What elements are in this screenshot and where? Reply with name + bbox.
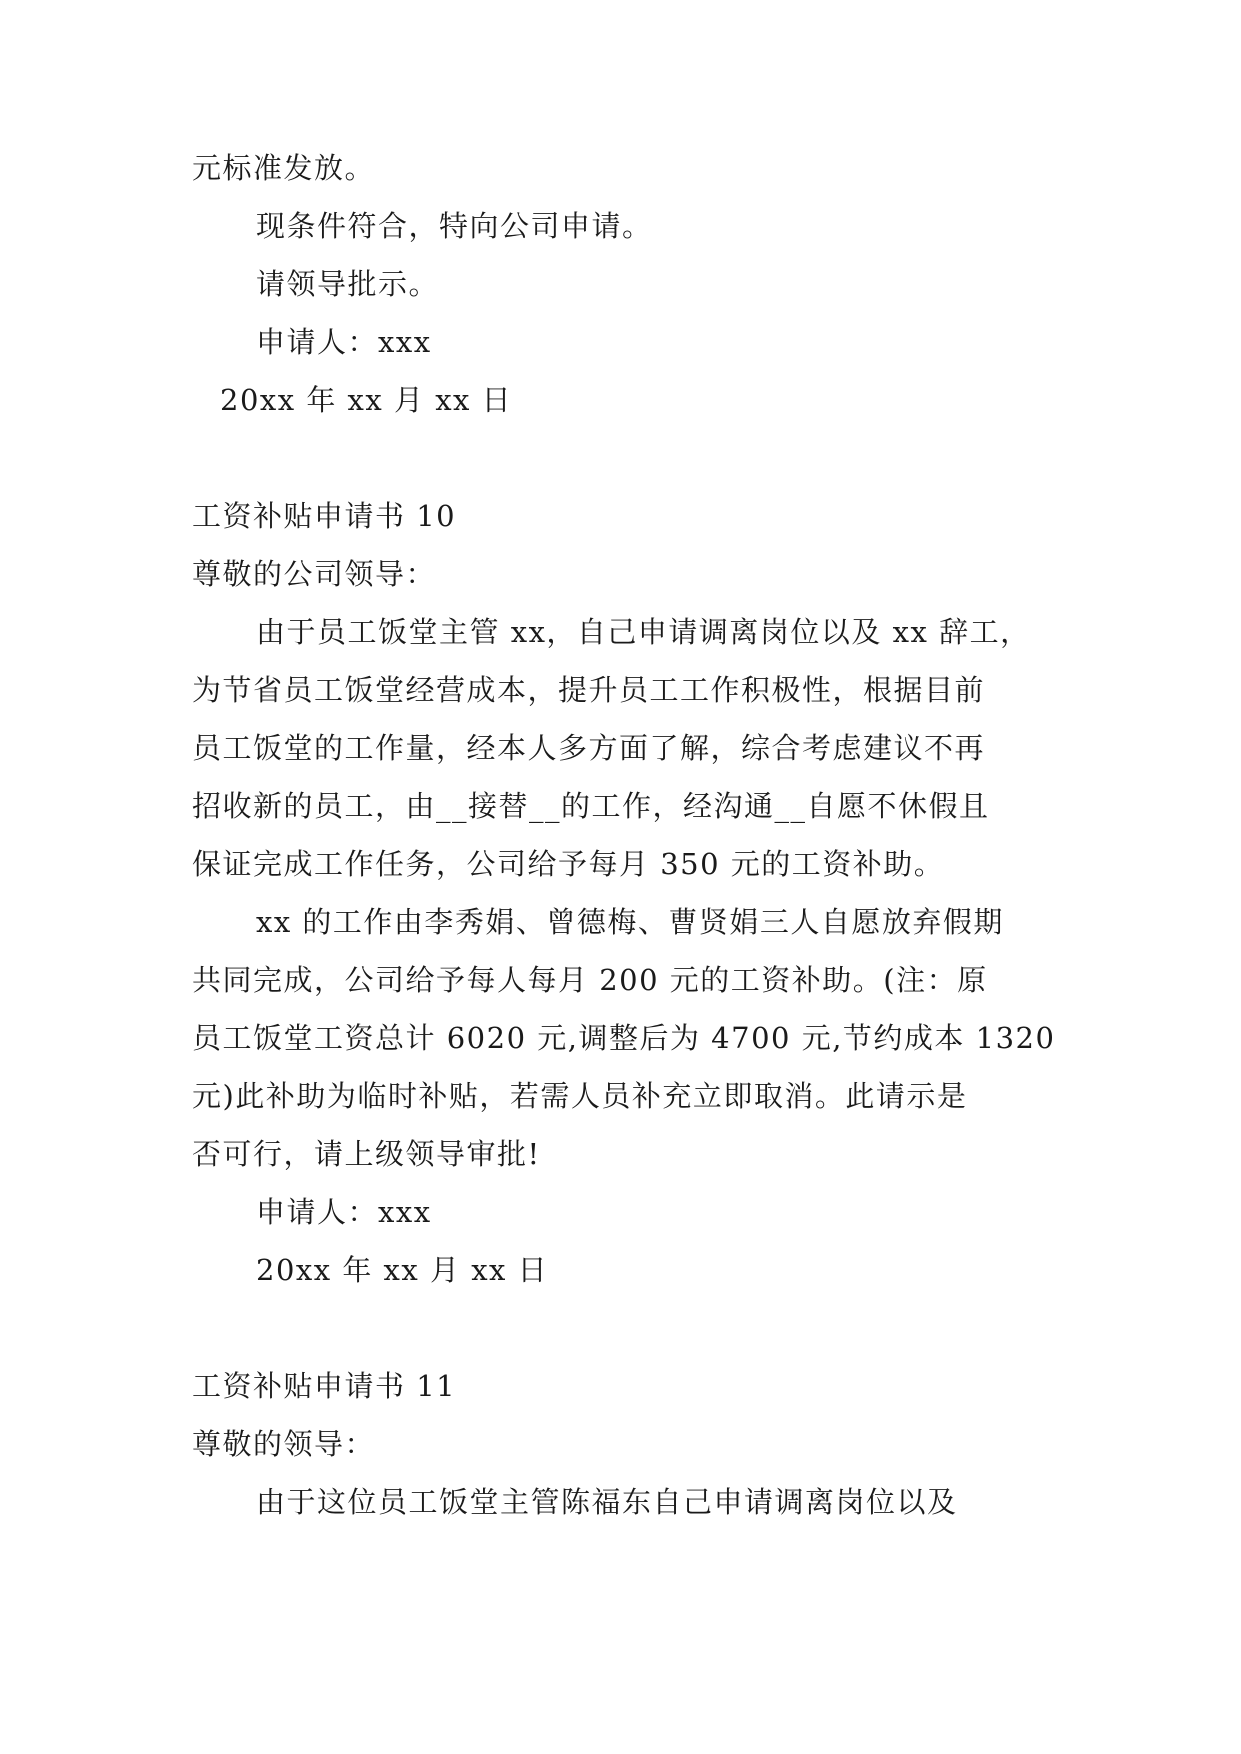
- section-title: 工资补贴申请书 11: [192, 1369, 457, 1403]
- body-text-line: 由于员工饭堂主管 xx，自己申请调离岗位以及 xx 辞工，: [256, 615, 1031, 649]
- body-text-line: 共同完成，公司给予每人每月 200 元的工资补助。(注：原: [192, 963, 988, 997]
- paragraph-request: 请领导批示。: [256, 267, 440, 301]
- body-text-line: 否可行，请上级领导审批!: [192, 1137, 541, 1171]
- section-title: 工资补贴申请书 10: [192, 499, 457, 533]
- body-text-line: 员工饭堂工资总计 6020 元,调整后为 4700 元,节约成本 1320: [192, 1021, 1056, 1055]
- body-text-line: 为节省员工饭堂经营成本，提升员工工作积极性，根据目前: [192, 673, 986, 707]
- body-text-line: 员工饭堂的工作量，经本人多方面了解，综合考虑建议不再: [192, 731, 986, 765]
- salutation: 尊敬的领导：: [192, 1427, 376, 1461]
- body-text-line: 保证完成工作任务，公司给予每月 350 元的工资补助。: [192, 847, 945, 881]
- body-text-line: 由于这位员工饭堂主管陈福东自己申请调离岗位以及: [256, 1485, 958, 1519]
- salutation: 尊敬的公司领导：: [192, 557, 437, 591]
- body-text-line: xx 的工作由李秀娟、曾德梅、曹贤娟三人自愿放弃假期: [256, 905, 1004, 939]
- applicant-line: 申请人：xxx: [256, 325, 432, 359]
- paragraph-conditions: 现条件符合，特向公司申请。: [256, 209, 653, 243]
- body-text-line: 元)此补助为临时补贴，若需人员补充立即取消。此请示是: [192, 1079, 968, 1113]
- date-line: 20xx 年 xx 月 xx 日: [220, 383, 513, 417]
- date-line: 20xx 年 xx 月 xx 日: [256, 1253, 549, 1287]
- paragraph-tail: 元标准发放。: [192, 151, 376, 185]
- applicant-line: 申请人：xxx: [256, 1195, 432, 1229]
- body-text-line: 招收新的员工，由__接替__的工作，经沟通__自愿不休假且: [192, 789, 990, 823]
